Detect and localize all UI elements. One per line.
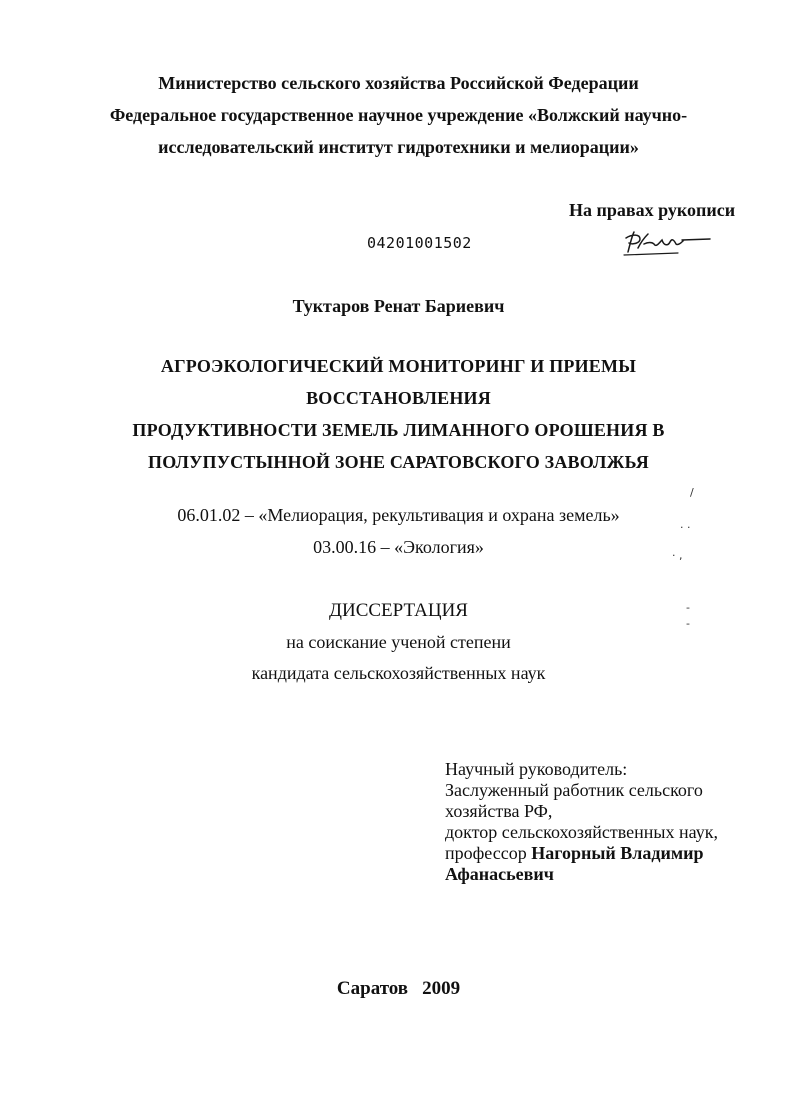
supervisor-title-2: хозяйства РФ, <box>445 801 553 821</box>
supervisor-rank: профессор <box>445 843 532 863</box>
manuscript-note: На правах рукописи <box>569 200 736 220</box>
specialty-1: 06.01.02 – «Мелиорация, рекультивация и охрана земель» <box>177 505 620 525</box>
supervisor-degree: доктор сельскохозяйственных наук, <box>445 822 718 842</box>
supervisor-title-1: Заслуженный работник сельского <box>445 780 703 800</box>
footer-year: 2009 <box>422 978 461 999</box>
degree-line-1: на соискание ученой степени <box>286 632 511 652</box>
footer-city: Саратов <box>336 978 409 999</box>
ministry-line: Министерство сельского хозяйства Российской Федерации <box>158 73 639 93</box>
footer-place-year <box>0 978 797 1000</box>
title-line-4: ПОЛУПУСТЫННОЙ ЗОНЕ САРАТОВСКОГО ЗАВОЛЖЬЯ <box>148 452 649 472</box>
supervisor-name-line <box>445 843 703 864</box>
institution-line-2: исследовательский институт гидротехники и мелиорации» <box>158 137 639 157</box>
institution-line-1: Федеральное государственное научное учреждение «Волжский научно- <box>109 105 688 125</box>
work-type: ДИССЕРТАЦИЯ <box>329 600 468 621</box>
supervisor-heading: Научный руководитель: <box>445 759 628 779</box>
specialty-2: 03.00.16 – «Экология» <box>313 537 484 557</box>
supervisor-patronymic: Афанасьевич <box>445 864 554 884</box>
scan-speck: · , <box>672 549 683 562</box>
author-name: Туктаров Ренат Бариевич <box>292 296 505 316</box>
scan-speck: · · <box>680 521 691 534</box>
title-line-1: АГРОЭКОЛОГИЧЕСКИЙ МОНИТОРИНГ И ПРИЕМЫ <box>160 356 637 376</box>
scan-speck: / <box>690 486 694 499</box>
degree-line-2: кандидата сельскохозяйственных наук <box>251 663 546 683</box>
scan-speck: - <box>686 601 690 614</box>
scan-speck: - <box>686 617 690 630</box>
catalog-number: 04201001502 <box>367 234 472 252</box>
title-line-3: ПРОДУКТИВНОСТИ ЗЕМЕЛЬ ЛИМАННОГО ОРОШЕНИЯ В <box>132 420 665 440</box>
signature-icon <box>618 228 714 262</box>
supervisor-name: Нагорный Владимир <box>531 843 704 863</box>
title-line-2: ВОССТАНОВЛЕНИЯ <box>306 388 491 408</box>
